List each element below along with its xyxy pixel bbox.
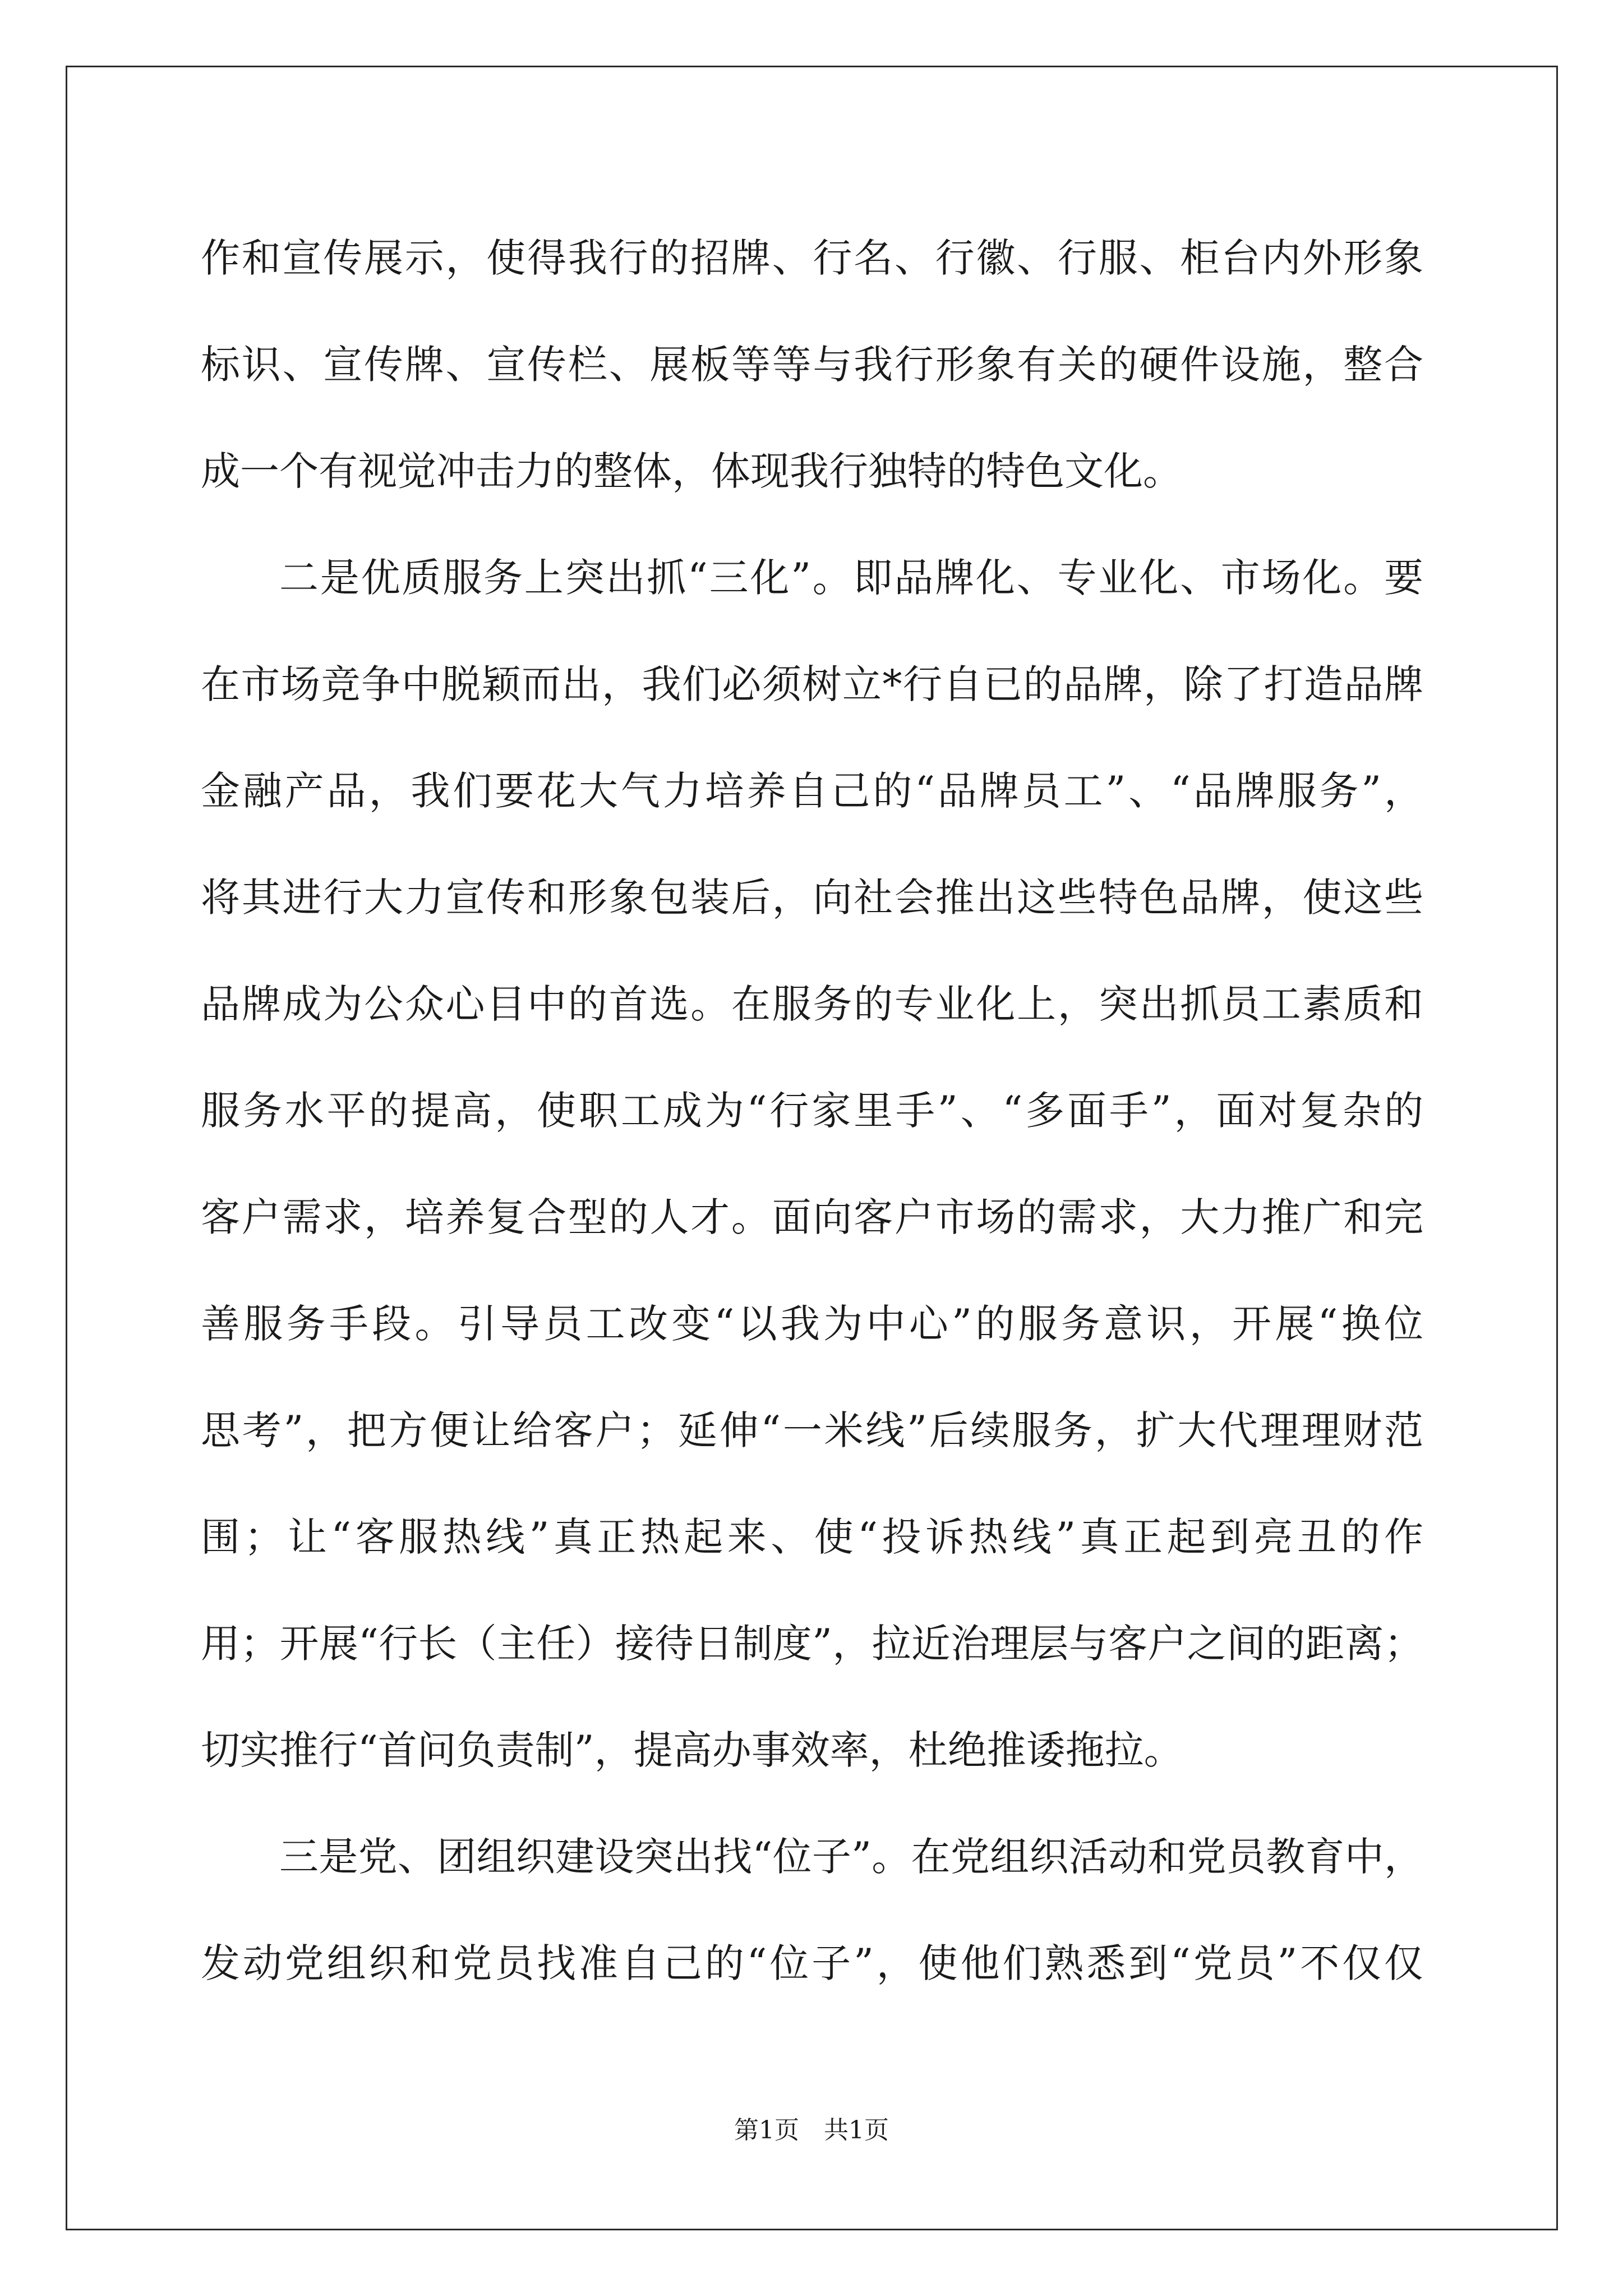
text-line: 作和宣传展示，使得我行的招牌、行名、行徽、行服、柜台内外形象 (201, 235, 1423, 281)
text-line: 围；让“客服热线”真正热起来、使“投诉热线”真正起到亮丑的作 (201, 1514, 1423, 1560)
page-number-footer: 第1页 共1页 (734, 2116, 889, 2145)
text-line: 客户需求，培养复合型的人才。面向客户市场的需求，大力推广和完 (201, 1194, 1423, 1240)
text-line: 善服务手段。引导员工改变“以我为中心”的服务意识，开展“换位 (201, 1301, 1423, 1347)
paragraph-start-line: 三是党、团组织建设突出找“位子”。在党组织活动和党员教育中， (279, 1834, 1423, 1880)
text-line: 品牌成为公众心目中的首选。在服务的专业化上，突出抓员工素质和 (201, 981, 1423, 1027)
text-line: 成一个有视觉冲击力的整体，体现我行独特的特色文化。 (201, 448, 1182, 494)
text-line: 用；开展“行长（主任）接待日制度”，拉近治理层与客户之间的距离； (201, 1621, 1423, 1667)
text-line: 切实推行“首问负责制”，提高办事效率，杜绝推诿拖拉。 (201, 1727, 1183, 1773)
text-line: 标识、宣传牌、宣传栏、展板等等与我行形象有关的硬件设施，整合 (201, 342, 1423, 388)
text-line: 思考”，把方便让给客户；延伸“一米线”后续服务，扩大代理理财范 (201, 1407, 1423, 1453)
text-line: 服务水平的提高，使职工成为“行家里手”、“多面手”，面对复杂的 (201, 1088, 1423, 1134)
document-body (201, 205, 1423, 2017)
paragraph-start-line: 二是优质服务上突出抓“三化”。即品牌化、专业化、市场化。要 (279, 555, 1423, 601)
text-line: 金融产品，我们要花大气力培养自己的“品牌员工”、“品牌服务”， (201, 768, 1423, 814)
text-line: 发动党组织和党员找准自己的“位子”，使他们熟悉到“党员”不仅仅 (201, 1940, 1423, 1986)
text-line: 将其进行大力宣传和形象包装后，向社会推出这些特色品牌，使这些 (201, 875, 1423, 921)
text-line: 在市场竞争中脱颖而出，我们必须树立*行自已的品牌，除了打造品牌 (201, 661, 1423, 707)
